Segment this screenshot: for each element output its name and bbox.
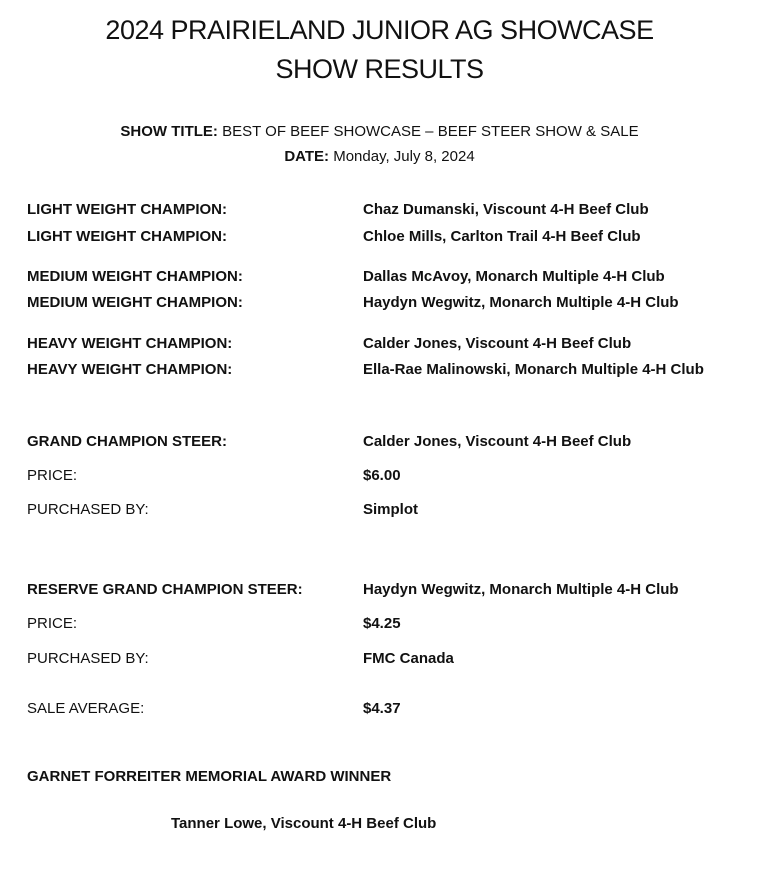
date-line (0, 148, 759, 165)
date-label: DATE: (284, 148, 330, 165)
champion-winner: Haydyn Wegwitz, Monarch Multiple 4-H Club (363, 294, 679, 311)
champion-row (27, 335, 747, 355)
grand-champion-row (27, 433, 747, 453)
price-value: $4.25 (363, 615, 401, 632)
champion-row (27, 268, 747, 288)
champion-winner: Dallas McAvoy, Monarch Multiple 4-H Club (363, 268, 665, 285)
sale-average-row (27, 700, 747, 720)
champion-label: HEAVY WEIGHT CHAMPION: (27, 335, 233, 352)
champion-label: HEAVY WEIGHT CHAMPION: (27, 361, 233, 378)
champion-row (27, 201, 747, 221)
grand-champion-price-row (27, 467, 747, 487)
champion-winner: Chaz Dumanski, Viscount 4-H Beef Club (363, 201, 649, 218)
champion-winner: Ella-Rae Malinowski, Monarch Multiple 4-H Club (363, 361, 704, 378)
reserve-champion-label: RESERVE GRAND CHAMPION STEER: (27, 581, 303, 598)
reserve-champion-row (27, 581, 747, 601)
champion-label: MEDIUM WEIGHT CHAMPION: (27, 268, 243, 285)
purchaser-value: Simplot (363, 501, 418, 518)
champion-row (27, 294, 747, 314)
grand-champion-label: GRAND CHAMPION STEER: (27, 433, 228, 450)
purchased-by-label: PURCHASED BY: (27, 501, 149, 518)
champion-label: MEDIUM WEIGHT CHAMPION: (27, 294, 243, 311)
sale-average-value: $4.37 (363, 700, 401, 717)
purchaser-value: FMC Canada (363, 650, 454, 667)
memorial-award-title: GARNET FORREITER MEMORIAL AWARD WINNER (27, 768, 392, 785)
champion-label: LIGHT WEIGHT CHAMPION: (27, 228, 227, 245)
reserve-champion-winner: Haydyn Wegwitz, Monarch Multiple 4-H Club (363, 581, 679, 598)
grand-champion-purchaser-row (27, 501, 747, 521)
champion-row (27, 361, 747, 381)
show-title-value: BEST OF BEEF SHOWCASE – BEEF STEER SHOW & SALE (222, 123, 639, 140)
price-label: PRICE: (27, 467, 78, 484)
price-value: $6.00 (363, 467, 401, 484)
champion-winner: Chloe Mills, Carlton Trail 4-H Beef Club (363, 228, 641, 245)
champion-row (27, 228, 747, 248)
price-label: PRICE: (27, 615, 78, 632)
show-title-line (0, 123, 759, 140)
reserve-champion-price-row (27, 615, 747, 635)
memorial-award-winner: Tanner Lowe, Viscount 4-H Beef Club (171, 815, 437, 832)
purchased-by-label: PURCHASED BY: (27, 650, 149, 667)
champion-label: LIGHT WEIGHT CHAMPION: (27, 201, 227, 218)
reserve-champion-purchaser-row (27, 650, 747, 670)
show-title-label: SHOW TITLE: (120, 123, 218, 140)
page-title-line2: SHOW RESULTS (275, 54, 484, 84)
sale-average-label: SALE AVERAGE: (27, 700, 145, 717)
page-title-line1: 2024 PRAIRIELAND JUNIOR AG SHOWCASE (105, 15, 654, 45)
champion-winner: Calder Jones, Viscount 4-H Beef Club (363, 335, 632, 352)
date-value: Monday, July 8, 2024 (333, 148, 475, 165)
grand-champion-winner: Calder Jones, Viscount 4-H Beef Club (363, 433, 632, 450)
